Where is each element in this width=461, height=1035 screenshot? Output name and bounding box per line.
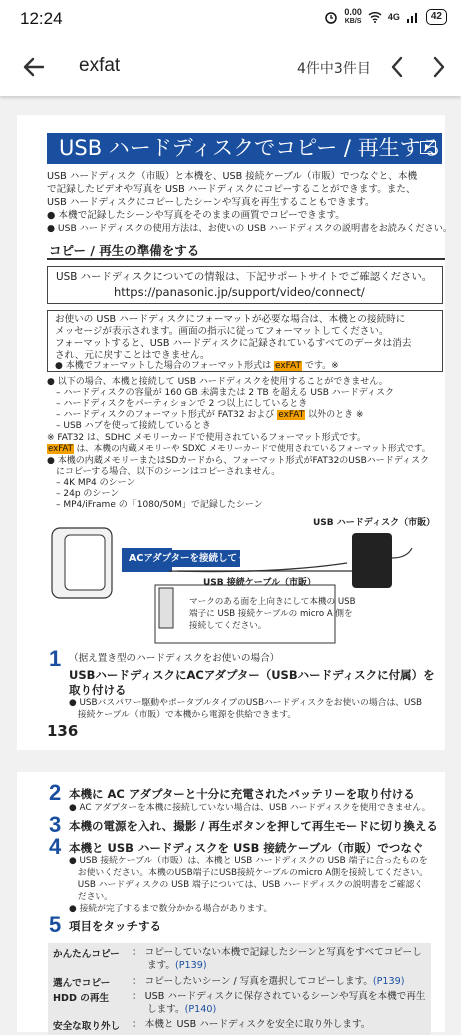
- pdf-page-137: [17, 772, 445, 1032]
- step-2-note: ● AC アダプターを本機に接続していない場合は、USB ハードディスクを使用できません。: [69, 803, 431, 813]
- status-time: 12:24: [20, 9, 63, 28]
- step-1-title: 取り付ける: [69, 683, 127, 697]
- search-highlight-current: exFAT: [48, 444, 73, 454]
- ac-adapter-label: ACアダプターを接続してください: [125, 550, 240, 567]
- callout-line: 接続してください。: [189, 621, 267, 631]
- option-desc: ： コピーしていない本機で記録したシーンと写真をすべてコピーし: [132, 947, 422, 958]
- page-title-text: USB ハードディスクでコピー / 再生する: [59, 136, 442, 160]
- copy-note-line: にコピーする場合、以下のシーンはコピーされません。: [47, 467, 281, 477]
- callout-line: マークのある面を上向きにして本機の USB: [189, 597, 356, 607]
- cable-label: USB 接続ケーブル（市販）: [203, 578, 316, 588]
- option-desc: ： USB ハードディスクに保存されているシーンや写真を本機で再生: [132, 991, 426, 1002]
- restriction-line: – ハードディスクをパーティションで 2 つ以上にしているとき: [47, 399, 308, 409]
- section-heading: コピー / 再生の準備をする: [49, 243, 200, 258]
- copy-note-line: ● 本機の内蔵メモリーまたはSDカードから、フォーマット形式がFAT32のUSBハードディスク: [47, 456, 430, 466]
- copy-note-line: – MP4/iFrame の「1080/50M」で記録したシーン: [47, 500, 263, 510]
- network-speed: 0.00 KB/S: [344, 7, 362, 25]
- format-warning-line: お使いの USB ハードディスクにフォーマットが必要な場合は、本機との接続時に: [55, 314, 406, 325]
- status-icons: [324, 8, 447, 26]
- option-desc: ： コピーしたいシーン / 写真を選択してコピーします。(P139): [132, 976, 405, 987]
- restriction-line: – ハードディスクの容量が 160 GB 未満または 2 TB を超える USB ハードディスク: [47, 388, 395, 398]
- page-ref-link: (P140): [184, 1004, 217, 1015]
- format-note: ● 本機でフォーマットした場合のフォーマット形式は exFAT です。※: [55, 361, 339, 371]
- copy-note-line: – 4K MP4 のシーン: [47, 478, 136, 488]
- step-1-sub: （据え置き型のハードディスクをお使いの場合）: [69, 653, 280, 664]
- option-label: HDD の再生: [53, 993, 110, 1004]
- hdd-label: USB ハードディスク（市販）: [313, 518, 436, 528]
- alarm-icon: [324, 10, 338, 24]
- step-number: 4: [49, 834, 62, 859]
- search-query-input[interactable]: exfat: [79, 55, 121, 76]
- network-type: 4G: [387, 12, 400, 22]
- step-2-title: 本機に AC アダプターと十分に充電されたバッテリーを取り付ける: [69, 787, 415, 801]
- match-count: 4件中3件目: [297, 61, 371, 77]
- step-5-title: 項目をタッチする: [69, 919, 161, 933]
- restriction-line: ● 以下の場合、本機と接続して USB ハードディスクを使用することができません。: [47, 377, 388, 387]
- step-1-note: ● USBバスパワー駆動やポータブルタイプのUSBハードディスクをお使いの場合は、USB: [69, 698, 423, 708]
- step-number: 5: [49, 912, 62, 937]
- intro-line: USB ハードディスク（市販）と本機を、USB 接続ケーブル（市販）でつなぐと、本機: [47, 171, 418, 182]
- step-4-title: 本機と USB ハードディスクを USB 接続ケーブル（市販）でつなぐ: [69, 841, 424, 855]
- step-4-note: USB ハードディスクの USB 端子については、USB ハードディスクの説明書をご確認く: [69, 880, 424, 890]
- intro-line: で記録したビデオや写真を USB ハードディスクにコピーすることができます。また、: [47, 184, 416, 195]
- find-toolbar: [0, 38, 461, 96]
- format-warning-line: メッセージが表示されます。画面の指示に従ってフォーマットしてください。: [55, 326, 389, 337]
- exfat-note: exFAT は、本機の内蔵メモリーや SDXC メモリーカードで使用されているフォーマット形式です。: [48, 444, 431, 454]
- battery-indicator: 42: [426, 9, 447, 25]
- page-title: [47, 133, 442, 164]
- intro-bullet: ● USB ハードディスクの使用方法は、お使いの USB ハードディスクの説明書をお読みください。: [47, 223, 453, 234]
- previous-match-icon[interactable]: [384, 53, 410, 81]
- copy-note-line: – 24p のシーン: [47, 489, 120, 499]
- search-highlight: exFAT: [274, 361, 301, 371]
- pdf-page-136: [17, 115, 453, 750]
- option-label: 安全な取り外し: [53, 1021, 121, 1032]
- heading-divider: [47, 258, 445, 260]
- signal-icon: [406, 11, 420, 23]
- format-warning-line: フォーマットすると、USB ハードディスクに記録されているすべてのデータは消去: [55, 338, 412, 349]
- status-bar: [0, 0, 461, 38]
- step-4-note: ださい。: [69, 892, 113, 902]
- restriction-line: – USB ハブを使って接続しているとき: [47, 421, 211, 431]
- support-info-box: [47, 266, 443, 304]
- step-number: 2: [49, 780, 62, 805]
- step-3-title: 本機の電源を入れ、撮影 / 再生ボタンを押して再生モードに切り換える: [69, 819, 438, 833]
- format-warning-box: [47, 310, 443, 372]
- page-number: 136: [47, 722, 79, 740]
- step-1-note: 接続ケーブル（市販）で本機から電源を供給できます。: [69, 710, 297, 720]
- wifi-icon: [368, 11, 382, 23]
- step-number: 3: [49, 812, 62, 837]
- step-number: 1: [49, 646, 62, 671]
- fat32-note: ※ FAT32 は、SDHC メモリーカードで使用されているフォーマット形式です。: [47, 433, 366, 443]
- step-4-note: ● 接続が完了するまで数分かかる場合があります。: [69, 904, 273, 914]
- option-label: かんたんコピー: [53, 949, 120, 960]
- next-match-icon[interactable]: [426, 53, 452, 81]
- restriction-line: – ハードディスクのフォーマット形式が FAT32 および exFAT 以外のとき ※: [47, 410, 364, 420]
- page-ref-link: (P139): [175, 960, 207, 971]
- intro-bullet: ● 本機で記録したシーンや写真をそのままの画質でコピーできます。: [47, 210, 345, 221]
- option-desc: ： 本機と USB ハードディスクを安全に取り外します。: [132, 1019, 371, 1030]
- format-warning-line: され、元に戻すことはできません。: [55, 350, 210, 361]
- option-desc: ます。(P139): [147, 960, 207, 971]
- playback-mode-icon: [420, 141, 436, 154]
- callout-line: 端子に USB 接続ケーブルの micro A 側を: [189, 609, 353, 619]
- step-4-note: ● USB 接続ケーブル（市販）は、本機と USB ハードディスクの USB 端子に合ったものを: [69, 856, 428, 866]
- page-ref-link: (P139): [372, 976, 405, 987]
- intro-line: USB ハードディスクにコピーしたシーンや写真を再生することもできます。: [47, 197, 375, 208]
- option-desc: します。(P140): [147, 1004, 217, 1015]
- step-1-title: USBハードディスクにACアダプター（USBハードディスクに付属）を: [69, 668, 435, 682]
- step-4-note: お使いください。本機のUSB端子にUSB接続ケーブルのmicro A側を接続してください。: [69, 868, 429, 878]
- search-highlight: exFAT: [278, 410, 305, 420]
- support-url[interactable]: https://panasonic.jp/support/video/connect/: [114, 285, 365, 299]
- back-arrow-icon[interactable]: [20, 53, 48, 81]
- option-label: 選んでコピー: [53, 978, 111, 989]
- support-text: USB ハードディスクについての情報は、下記サポートサイトでご確認ください。: [56, 271, 433, 283]
